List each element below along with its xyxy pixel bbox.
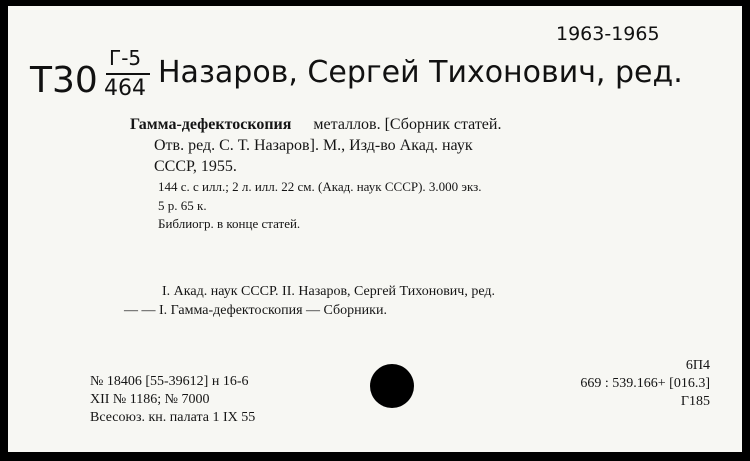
catalog-card: [8, 6, 742, 452]
handwritten-heading: Назаров, Сергей Тихонович, ред.: [158, 55, 683, 90]
body-line-4: 144 с. с илл.; 2 л. илл. 22 см. (Акад. наук СССР). 3.000 экз.: [158, 179, 482, 194]
body-line-2: Отв. ред. С. Т. Назаров]. М., Изд-во Акад. наук: [154, 137, 473, 154]
footer-right-3: Г185: [680, 394, 710, 409]
body-line-6: Библиогр. в конце статей.: [158, 216, 301, 231]
handwritten-shelf-mark: Т30: [30, 60, 98, 101]
punch-hole: [370, 364, 414, 408]
footer-left-2: XII № 1186; № 7000: [90, 392, 210, 407]
handwritten-years: 1963-1965: [556, 23, 660, 45]
footer-left-1: № 18406 [55-39612] н 16-6: [90, 374, 249, 389]
footer-right-2: 669 : 539.166+ [016.3]: [580, 376, 710, 391]
handwritten-fraction-top: Г-5: [109, 46, 142, 70]
footer-right-1: 6П4: [685, 358, 710, 373]
body-line-3: СССР, 1955.: [154, 158, 237, 175]
title-rest: металлов. [Сборник статей.: [313, 116, 502, 133]
footer-left-3: Всесоюз. кн. палата 1 IX 55: [90, 410, 256, 425]
body-line-5: 5 р. 65 к.: [158, 198, 207, 213]
fraction-bar: [106, 73, 150, 75]
handwritten-fraction-bottom: 464: [104, 76, 146, 101]
title-line: [130, 116, 710, 134]
title-bold: Гамма-дефектоскопия: [130, 116, 292, 133]
tracing-line-1: I. Акад. наук СССР. II. Назаров, Сергей Тихонович, ред.: [162, 284, 495, 299]
tracing-line-2: — — I. Гамма-дефектоскопия — Сборники.: [124, 303, 387, 318]
